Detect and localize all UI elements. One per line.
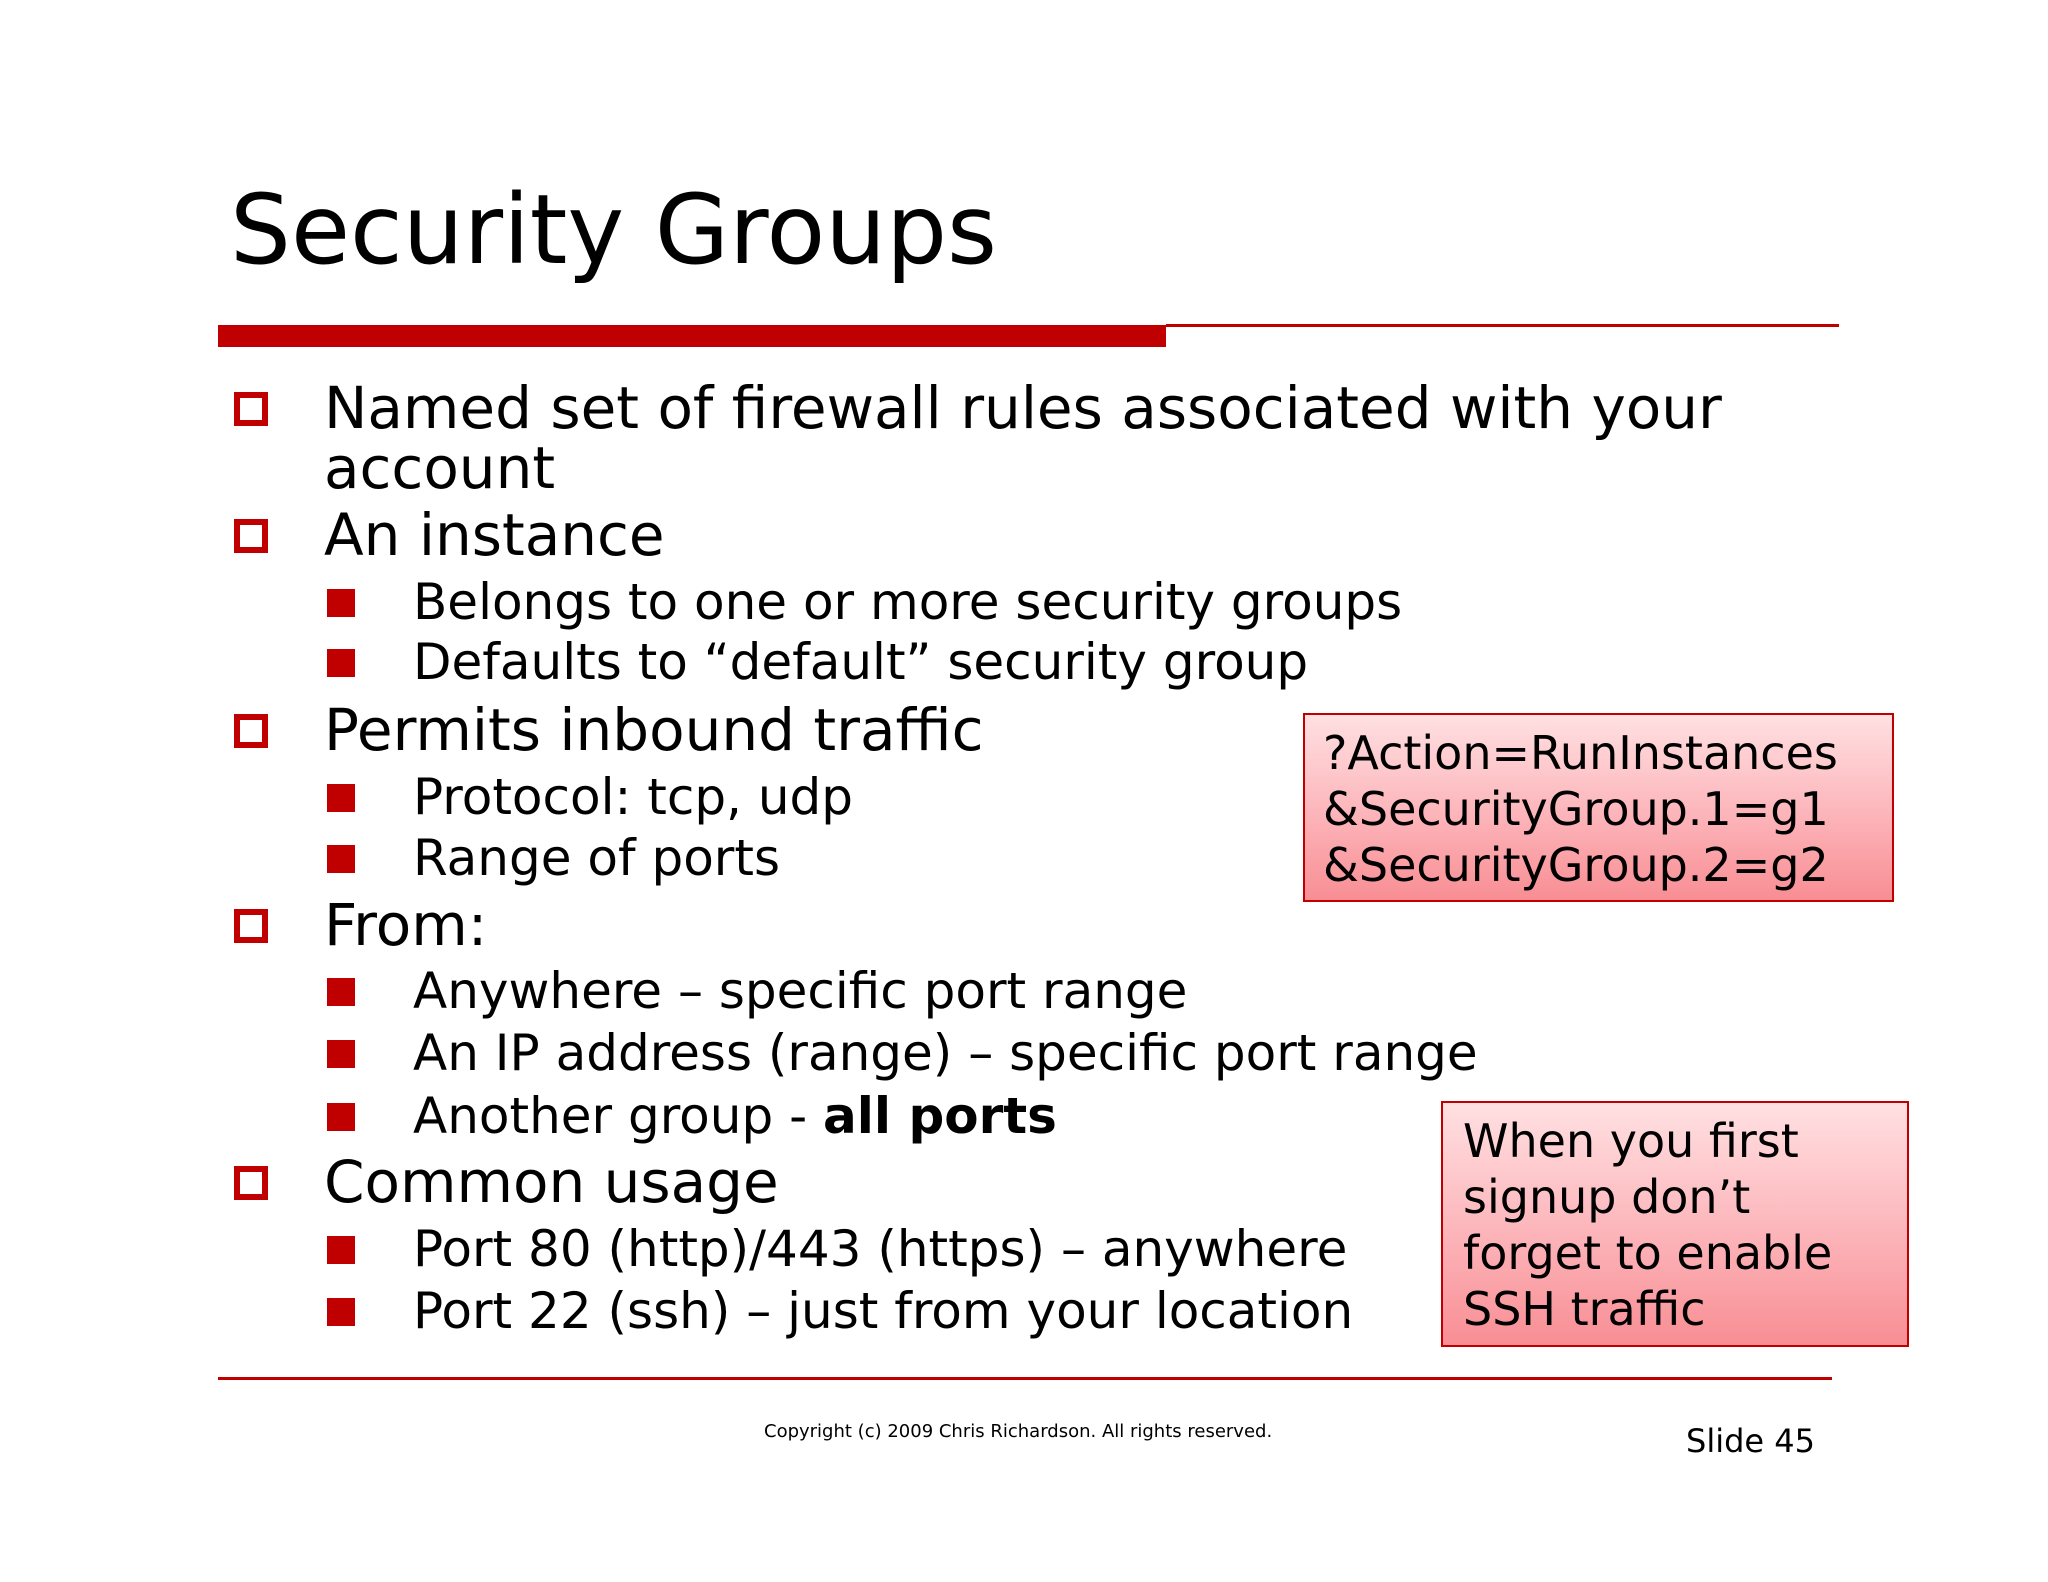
callout-line: When you first xyxy=(1463,1114,1799,1168)
bullet-an-instance xyxy=(324,501,1824,569)
filled-square-bullet-icon xyxy=(327,1298,355,1326)
sub-bullet-protocol xyxy=(413,768,853,826)
bullet-text: Permits inbound traffic xyxy=(324,696,984,764)
sub-bullet-port-22 xyxy=(413,1282,1353,1340)
filled-square-bullet-icon xyxy=(327,978,355,1006)
copyright-notice: Copyright (c) 2009 Chris Richardson. All rights reserved. xyxy=(764,1421,1273,1442)
slide-title: Security Groups xyxy=(230,174,998,286)
hollow-square-bullet-icon xyxy=(234,519,268,553)
callout-line: &SecurityGroup.2=g2 xyxy=(1323,838,1829,892)
callout-line: signup don’t xyxy=(1463,1170,1751,1224)
bullet-text: From: xyxy=(324,891,488,959)
filled-square-bullet-icon xyxy=(327,1040,355,1068)
sub-bullet-text: Protocol: tcp, udp xyxy=(413,768,854,826)
hollow-square-bullet-icon xyxy=(234,1166,268,1200)
slide-number: Slide 45 xyxy=(1686,1422,1815,1460)
filled-square-bullet-icon xyxy=(327,1103,355,1131)
callout-line: forget to enable xyxy=(1463,1226,1833,1280)
run-instances-callout xyxy=(1303,713,1894,902)
sub-bullet-defaults xyxy=(413,633,1308,691)
callout-line: &SecurityGroup.1=g1 xyxy=(1323,782,1829,836)
footer-divider xyxy=(218,1377,1832,1380)
sub-bullet-ip-address xyxy=(413,1024,1478,1082)
bullet-text-line-2: account xyxy=(324,434,556,502)
callout-line: ?Action=RunInstances xyxy=(1323,726,1838,780)
sub-bullet-text: Port 22 (ssh) – just from your location xyxy=(413,1282,1354,1340)
sub-bullet-port-80 xyxy=(413,1220,1347,1278)
bullet-text: An instance xyxy=(324,501,665,569)
sub-bullet-text: Anywhere – specific port range xyxy=(413,962,1188,1020)
filled-square-bullet-icon xyxy=(327,589,355,617)
sub-bullet-anywhere xyxy=(413,962,1187,1020)
filled-square-bullet-icon xyxy=(327,784,355,812)
sub-bullet-text: Another group - xyxy=(413,1087,824,1145)
sub-bullet-text: Defaults to “default” security group xyxy=(413,633,1309,691)
sub-bullet-bold-text: all ports xyxy=(823,1087,1057,1145)
bullet-text: Common usage xyxy=(324,1148,779,1216)
callout-line: SSH traffic xyxy=(1463,1282,1706,1336)
sub-bullet-range-of-ports xyxy=(413,829,780,887)
filled-square-bullet-icon xyxy=(327,1236,355,1264)
ssh-reminder-callout xyxy=(1441,1101,1909,1347)
bullet-named-set xyxy=(324,374,1824,502)
sub-bullet-belongs xyxy=(413,573,1402,631)
hollow-square-bullet-icon xyxy=(234,909,268,943)
sub-bullet-text: Range of ports xyxy=(413,829,780,887)
bullet-text-line-1: Named set of firewall rules associated with your xyxy=(324,374,1722,442)
sub-bullet-text: Belongs to one or more security groups xyxy=(413,573,1403,631)
sub-bullet-text: An IP address (range) – specific port range xyxy=(413,1024,1478,1082)
hollow-square-bullet-icon xyxy=(234,392,268,426)
sub-bullet-another-group xyxy=(413,1087,1057,1145)
hollow-square-bullet-icon xyxy=(234,714,268,748)
filled-square-bullet-icon xyxy=(327,845,355,873)
sub-bullet-text: Port 80 (http)/443 (https) – anywhere xyxy=(413,1220,1348,1278)
bullet-from xyxy=(324,891,1824,959)
filled-square-bullet-icon xyxy=(327,649,355,677)
